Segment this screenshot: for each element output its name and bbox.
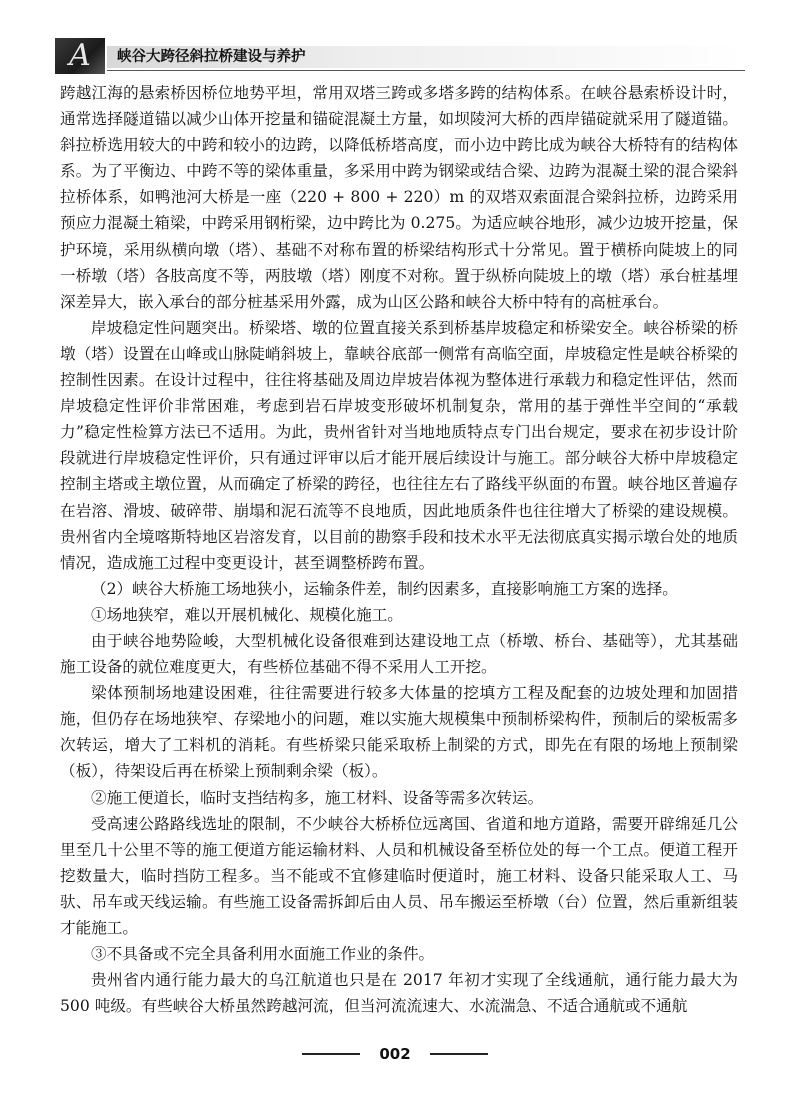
paragraph-1: 跨越江海的悬索桥因桥位地势平坦，常用双塔三跨或多塔多跨的结构体系。在峡谷悬索桥设计时，通常选择隧道锚以减少山体开挖量和锚碇混凝土方量，如坝陵河大桥的西岸锚碇就采用了隧道锚。斜拉桥选用较大的中跨和较小的边跨，以降低桥塔高度，而小边中跨比成为峡谷大桥特有的结构体系。为了平衡边、中跨不等的梁体重量，多采用中跨为钢梁或结合梁、边跨为混凝土梁的混合梁斜拉桥体系，如鸭池河大桥是一座（220 + 800 + 220）m 的双塔双索面混合梁斜拉桥，边跨采用预应力混凝土箱梁，中跨采用钢桁梁，边中跨比为 0.275。为适应峡谷地形，减少边坡开挖量，保护环境，采用纵横向墩（塔）、基础不对称布置的桥梁结构形式十分常见。置于横桥向陡坡上的同一桥墩（塔）各肢高度不等，两肢墩（塔）刚度不对称。置于纵桥向陡坡上的墩（塔）承台桩基埋深差异大，嵌入承台的部分桩基采用外露，成为山区公路和峡谷大桥中特有的高桩承台。 [60,84,738,311]
subheading-2: ②施工便道长，临时支挡结构多，施工材料、设备等需多次转运。 [91,788,544,807]
page-footer [0,1042,790,1066]
running-header [55,38,745,74]
footer-rule-right [430,1053,488,1055]
section-heading-2: （2）峡谷大桥施工场地狭小，运输条件差，制约因素多，直接影响施工方案的选择。 [91,579,678,598]
page-number: 002 [379,1045,411,1063]
book-title: 峡谷大跨径斜拉桥建设与养护 [117,49,306,65]
paragraph-3: 由于峡谷地势险峻，大型机械化设备很难到达建设地工点（桥墩、桥台、基础等），尤其基础施工设备的就位难度更大，有些桥位基础不得不采用人工开挖。 [60,631,738,677]
subheading-3: ③不具备或不完全具备利用水面施工作业的条件。 [91,945,435,964]
paragraph-6: 贵州省内通行能力最大的乌江航道也只是在 2017 年初才实现了全线通航，通行能力最大为 500 吨级。有些峡谷大桥虽然跨越河流，但当河流流速大、水流湍急、不适合通航或不通航 [60,971,738,1016]
book-logo-icon: A [55,38,105,74]
body-text [60,80,738,1019]
header-rule [107,70,745,71]
paragraph-4: 梁体预制场地建设困难，往往需要进行较多大体量的挖填方工程及配套的边坡处理和加固措施，但仍存在场地狭窄、存梁地小的问题，难以实施大规模集中预制桥梁构件，预制后的梁板需多次转运，增大了工料机的消耗。有些桥梁只能采取桥上制梁的方式，即先在有限的场地上预制梁（板），待架设后再在桥梁上预制剩余梁（板）。 [60,684,738,781]
footer-rule-left [302,1053,360,1055]
subheading-1: ①场地狭窄，难以开展机械化、规模化施工。 [91,605,403,624]
paragraph-5: 受高速公路路线选址的限制，不少峡谷大桥桥位远离国、省道和地方道路，需要开辟绵延几公里至几十公里不等的施工便道方能运输材料、人员和机械设备至桥位处的每一个工点。便道工程开挖数量大，临时挡防工程多。当不能或不宜修建临时便道时，施工材料、设备只能采取人工、马驮、吊车或天线运输。有些施工设备需拆卸后由人员、吊车搬运至桥墩（台）位置，然后重新组装才能施工。 [60,814,738,937]
paragraph-2: 岸坡稳定性问题突出。桥梁塔、墩的位置直接关系到桥基岸坡稳定和桥梁安全。峡谷桥梁的桥墩（塔）设置在山峰或山脉陡峭斜坡上，靠峡谷底部一侧常有高临空面，岸坡稳定性是峡谷桥梁的控制性因素。在设计过程中，往往将基础及周边岸坡岩体视为整体进行承载力和稳定性评估，然而岸坡稳定性评价非常困难，考虑到岩石岸坡变形破坏机制复杂，常用的基于弹性半空间的“承载力”稳定性检算方法已不适用。为此，贵州省针对当地地质特点专门出台规定，要求在初步设计阶段就进行岸坡稳定性评价，只有通过评审以后才能开展后续设计与施工。部分峡谷大桥中岸坡稳定控制主塔或主墩位置，从而确定了桥梁的跨径，也往往左右了路线平纵面的布置。峡谷地区普遍存在岩溶、滑坡、破碎带、崩塌和泥石流等不良地质，因此地质条件也往往增大了桥梁的建设规模。贵州省内全境喀斯特地区岩溶发育，以目前的勘察手段和技术水平无法彻底真实揭示墩台处的地质情况，造成施工过程中变更设计，甚至调整桥跨布置。 [60,318,738,572]
